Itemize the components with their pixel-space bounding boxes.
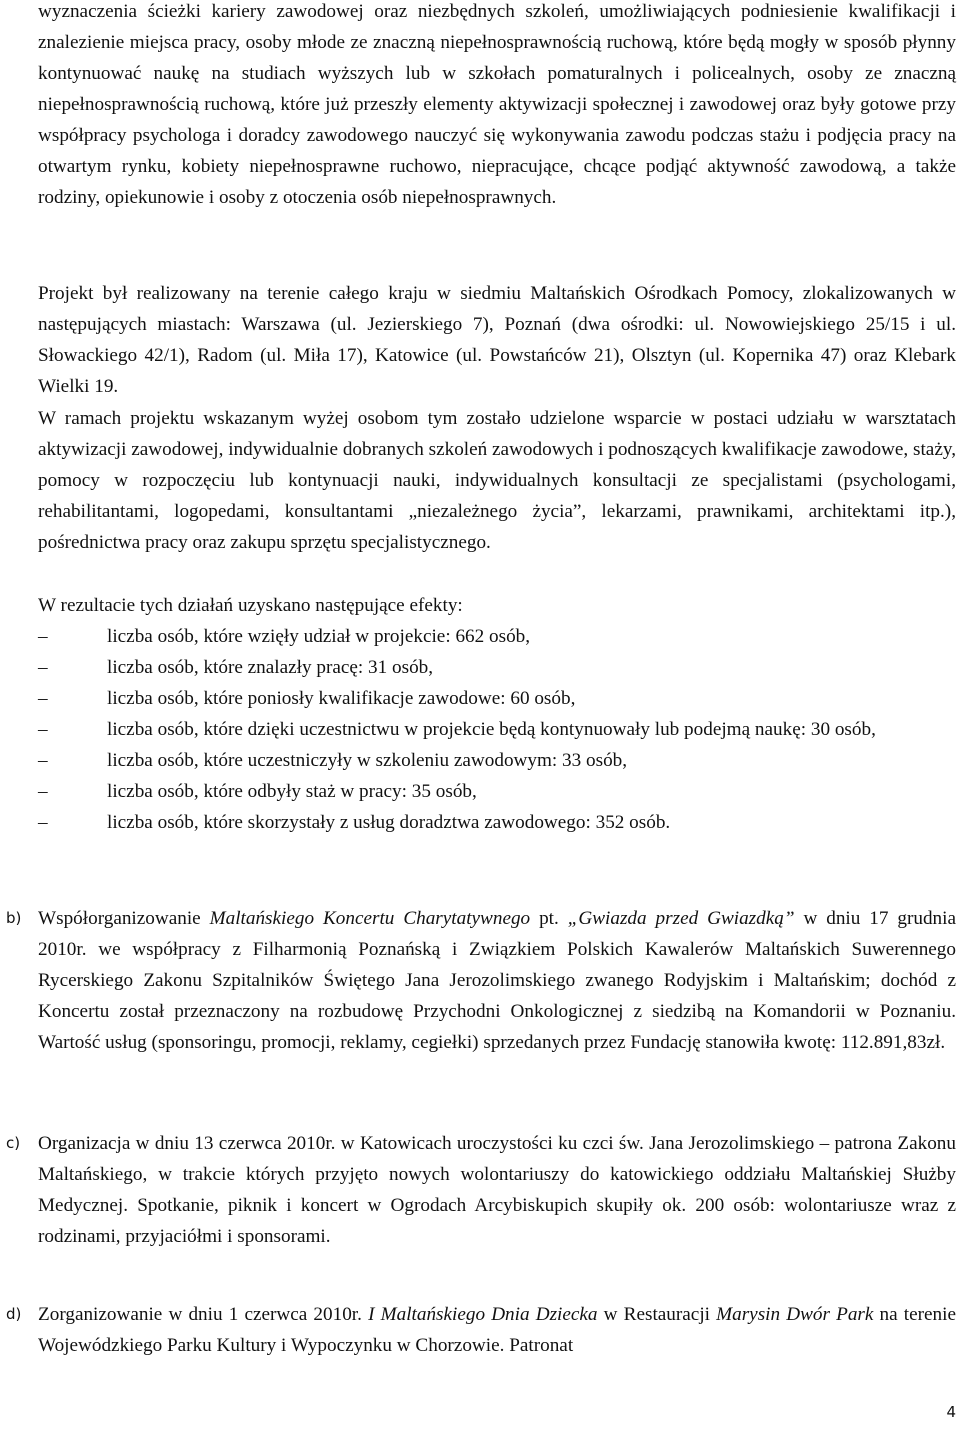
results-list	[38, 621, 956, 838]
item-marker: c)	[6, 1134, 21, 1152]
item-b-charity-concert	[6, 903, 956, 1058]
list-item: – liczba osób, które odbyły staż w pracy: 35 osób,	[38, 776, 956, 807]
dash-marker: –	[38, 719, 48, 740]
dash-marker: –	[38, 688, 48, 709]
list-item: – liczba osób, które dzięki uczestnictwu w projekcie będą kontynuowały lub podejmą naukę: 30 osób,	[38, 714, 956, 745]
item-marker: b)	[6, 909, 22, 927]
item-text: Zorganizowanie w dniu 1 czerwca 2010r. I Maltańskiego Dnia Dziecka w Restauracji Marysin Dwór Park na terenie Wojewódzkiego Parku Kultury i Wypoczynku w Chorzowie. Patronat	[38, 1304, 956, 1356]
item-text: Organizacja w dniu 13 czerwca 2010r. w Katowicach uroczystości ku czci św. Jana Jerozolimskiego – patrona Zakonu Maltańskiego, w trakcie których przyjęto nowych wolontariuszy do katowickiego oddziału Maltańskiej Służby Medycznej. Spotkanie, piknik i koncert w Ogrodach Arcybiskupich skupiły ok. 200 osób: wolontariusze wraz z rodzinami, przyjaciółmi i sponsorami.	[38, 1133, 956, 1247]
dash-marker: –	[38, 812, 48, 833]
list-item: – liczba osób, które znalazły pracę: 31 osób,	[38, 652, 956, 683]
item-marker: d)	[6, 1305, 22, 1323]
list-item: – liczba osób, które wzięły udział w projekcie: 662 osób,	[38, 621, 956, 652]
item-c-katowice-celebration	[6, 1128, 956, 1252]
paragraph-target-groups: wyznaczenia ścieżki kariery zawodowej oraz niezbędnych szkoleń, umożliwiających podniesienie kwalifikacji i znalezienie miejsca pracy, osoby młode ze znaczną niepełnosprawnością ruchową, które będą mogły w sposób płynny kontynuować naukę na studiach wyższych lub w szkołach pomaturalnych i policealnych, osoby ze znaczną niepełnosprawnością ruchową, które już przeszły elementy aktywizacji społecznej i zawodowej oraz były gotowe przy współpracy psychologa i doradcy zawodowego nauczyć się wykonywania zawodu podczas stażu i podjęcia pracy na otwartym rynku, kobiety niepełnosprawne ruchowo, niepracujące, chcące podjąć aktywność zawodową, a także rodziny, opiekunowie i osoby z otoczenia osób niepełnosprawnych.	[38, 1, 956, 208]
paragraph-results-intro: W rezultacie tych działań uzyskano następujące efekty:	[38, 595, 463, 616]
page-number: 4	[946, 1403, 956, 1421]
dash-marker: –	[38, 750, 48, 771]
dash-marker: –	[38, 781, 48, 802]
dash-marker: –	[38, 657, 48, 678]
list-item: – liczba osób, które skorzystały z usług doradztwa zawodowego: 352 osób.	[38, 807, 956, 838]
list-item: – liczba osób, które poniosły kwalifikacje zawodowe: 60 osób,	[38, 683, 956, 714]
list-item: – liczba osób, które uczestniczyły w szkoleniu zawodowym: 33 osób,	[38, 745, 956, 776]
paragraph-project-locations: Projekt był realizowany na terenie całego kraju w siedmiu Maltańskich Ośrodkach Pomocy, zlokalizowanych w następujących miastach: Warszawa (ul. Jezierskiego 7), Poznań (dwa ośrodki: ul. Nowowiejskiego 25/15 i ul. Słowackiego 42/1), Radom (ul. Miła 17), Katowice (ul. Powstańców 21), Olsztyn (ul. Kopernika 47) oraz Klebark Wielki 19.	[38, 283, 956, 397]
item-d-childrens-day	[6, 1299, 956, 1361]
dash-marker: –	[38, 626, 48, 647]
paragraph-support-forms: W ramach projektu wskazanym wyżej osobom tym zostało udzielone wsparcie w postaci udziału w warsztatach aktywizacji zawodowej, indywidualnie dobranych szkoleń zawodowych i podnoszących kwalifikacje zawodowe, staży, pomocy w rozpoczęciu lub kontynuacji nauki, indywidualnych konsultacji ze specjalistami (psychologami, rehabilitantami, logopedami, konsultantami „niezależnego życia”, lekarzami, prawnikami, architektami itp.), pośrednictwa pracy oraz zakupu sprzętu specjalistycznego.	[38, 408, 956, 553]
item-text: Współorganizowanie Maltańskiego Koncertu Charytatywnego pt. „Gwiazda przed Gwiazdką” w dniu 17 grudnia 2010r. we współpracy z Filharmonią Poznańską i Związkiem Polskich Kawalerów Maltańskich Suwerennego Rycerskiego Zakonu Szpitalników Świętego Jana Jerozolimskiego zwanego Rodyjskim i Maltańskim; dochód z Koncertu został przeznaczony na rozbudowę Przychodni Onkologicznej z siedzibą na Komandorii w Poznaniu. Wartość usług (sponsoringu, promocji, reklamy, cegiełki) sprzedanych przez Fundację stanowiła kwotę: 112.891,83zł.	[38, 908, 956, 1053]
